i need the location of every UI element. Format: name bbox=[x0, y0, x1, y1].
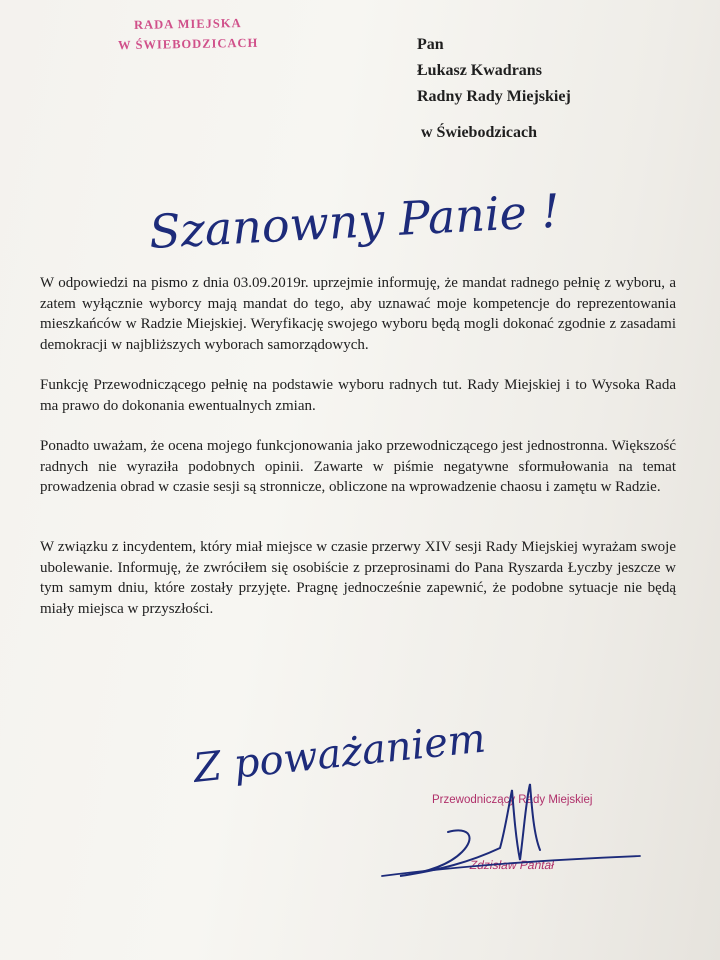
addressee-role: Radny Rady Miejskiej bbox=[417, 88, 571, 105]
addressee-name: Łukasz Kwadrans bbox=[417, 62, 542, 79]
paragraph-3: Ponadto uważam, że ocena mojego funkcjonowania jako przewodniczącego jest jednostronna. Większość radnych nie wyraziła podobnych opinii. Zawarte w piśmie negatywne sformułowania na temat prowadzenia obrad w czasie sesji są stronnicze, obliczone na wprowadzenie chaosu i zamętu w Radzie. bbox=[40, 438, 676, 495]
signatory-name: Zdzisław Pantał bbox=[468, 858, 556, 872]
council-stamp bbox=[113, 13, 264, 56]
addressee-city: w Świebodzicach bbox=[421, 124, 537, 141]
stamp-line-2: W ŚWIEBODZICACH bbox=[117, 35, 259, 53]
paragraph-1: W odpowiedzi na pismo z dnia 03.09.2019r. uprzejmie informuję, że mandat radnego pełnię z wyboru, a zatem wyłącznie wyborcy mają mandat do tego, aby uznawać moje kompetencje do reprezentowania mieszkańców w Radzie Miejskiej. Weryfikację swojego wyboru będą mogli dokonać zgodnie z zasadami demokracji w najbliższych wyborach samorządowych. bbox=[40, 275, 676, 353]
addressee-salutation: Pan bbox=[417, 36, 444, 53]
addressee-block bbox=[417, 32, 571, 146]
signatory-title: Przewodniczący Rady Miejskiej bbox=[432, 794, 593, 806]
stamp-line-1: RADA MIEJSKA bbox=[133, 16, 242, 32]
closing-text: Z poważaniem bbox=[191, 715, 488, 792]
paragraph-4: W związku z incydentem, który miał miejsce w czasie przerwy XIV sesji Rady Miejskiej wyrażam swoje ubolewanie. Informuję, że zwróciłem się osobiście z przeprosinami do Pana Ryszarda Łyczby jeszcze w tym samym dniu, które zostały przyjęte. Pragnę jednocześnie zapewnić, że podobne sytuacje nie będą miały miejsca w przyszłości. bbox=[40, 539, 676, 617]
paragraph-2: Funkcję Przewodniczącego pełnię na podstawie wyboru radnych tut. Rady Miejskiej i to Wysoka Rada ma prawo do dokonania ewentualnych zmian. bbox=[40, 377, 676, 414]
greeting-text: Szanowny Panie ! bbox=[147, 183, 562, 259]
